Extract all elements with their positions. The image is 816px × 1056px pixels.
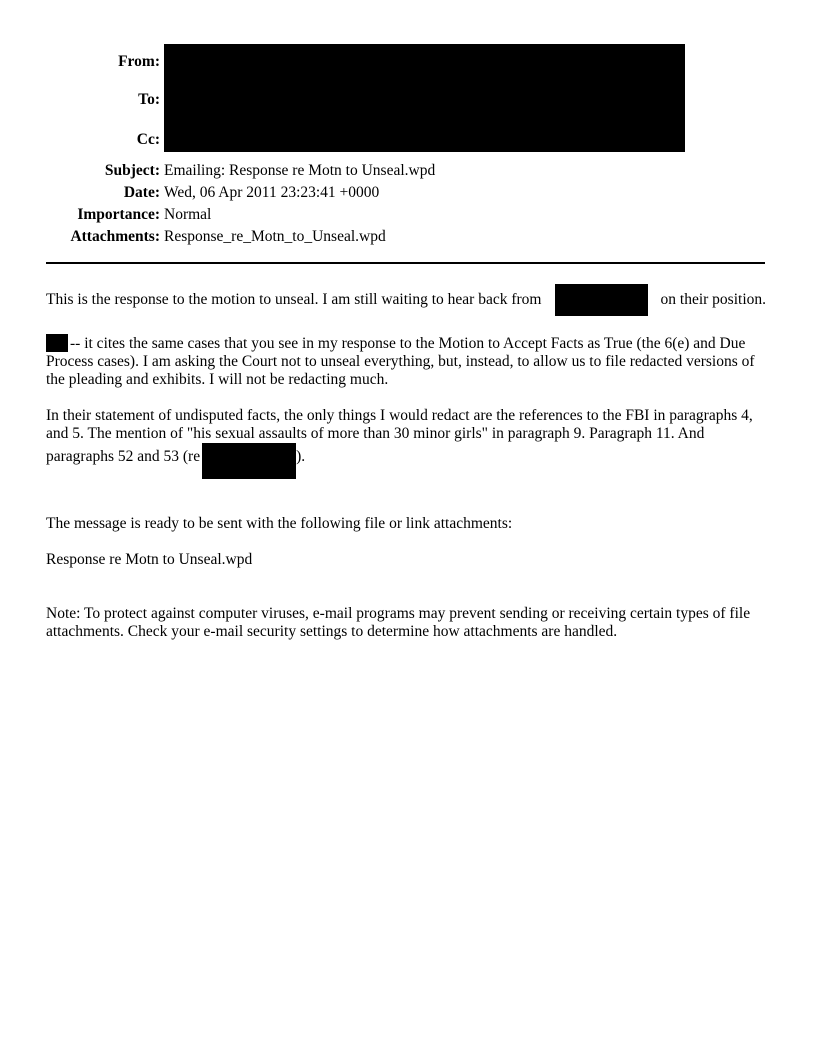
attachments-label: Attachments:	[70, 228, 160, 245]
paragraph-4: The message is ready to be sent with the following file or link attachments:	[46, 515, 513, 532]
paragraph-2-text: -- it cites the same cases that you see in my response to the Motion to Accept Facts as True (the 6(e) and Due Process cases). I am asking the Court not to unseal everything, but, instead, to allow us to file redacted versions of the pleading and exhibits. I will not be redacting much.	[46, 335, 755, 388]
security-note: Note: To protect against computer viruses, e-mail programs may prevent sending or receiving certain types of file attachments. Check your e-mail security settings to determine how attachments are handled.	[46, 605, 751, 640]
from-label: From:	[118, 53, 160, 70]
redaction-3	[202, 443, 296, 479]
subject-value: Emailing: Response re Motn to Unseal.wpd	[164, 162, 436, 179]
paragraph-1-text-a: This is the response to the motion to unseal. I am still waiting to hear back from	[46, 291, 542, 308]
date-value: Wed, 06 Apr 2011 23:23:41 +0000	[164, 184, 380, 201]
redaction-recipients	[164, 44, 685, 152]
paragraph-1-text-b: on their position.	[660, 291, 766, 308]
redaction-2	[46, 334, 68, 352]
paragraph-3-text-b: ).	[296, 448, 306, 465]
paragraph-3	[46, 407, 766, 479]
attachments-row	[46, 226, 766, 248]
paragraph-3-text-a: In their statement of undisputed facts, the only things I would redact are the references to the FBI in paragraphs 4, and 5. The mention of "his sexual assaults of more than 30 minor girls" in paragraph 9. Paragraph 11. And paragraphs 52 and 53 (re	[46, 407, 753, 465]
redaction-1	[555, 284, 648, 316]
attachment-filename: Response re Motn to Unseal.wpd	[46, 551, 253, 568]
date-row	[46, 182, 766, 204]
cc-label: Cc:	[136, 131, 160, 148]
paragraph-1	[46, 284, 766, 316]
importance-value: Normal	[164, 206, 212, 223]
header-divider	[46, 262, 765, 264]
to-label: To:	[138, 91, 160, 108]
date-label: Date:	[123, 184, 160, 201]
importance-label: Importance:	[77, 206, 160, 223]
subject-label: Subject:	[104, 162, 160, 179]
attachments-value: Response_re_Motn_to_Unseal.wpd	[164, 228, 386, 245]
email-body	[46, 284, 766, 659]
subject-row	[46, 160, 766, 182]
importance-row	[46, 204, 766, 226]
paragraph-2	[46, 334, 766, 389]
